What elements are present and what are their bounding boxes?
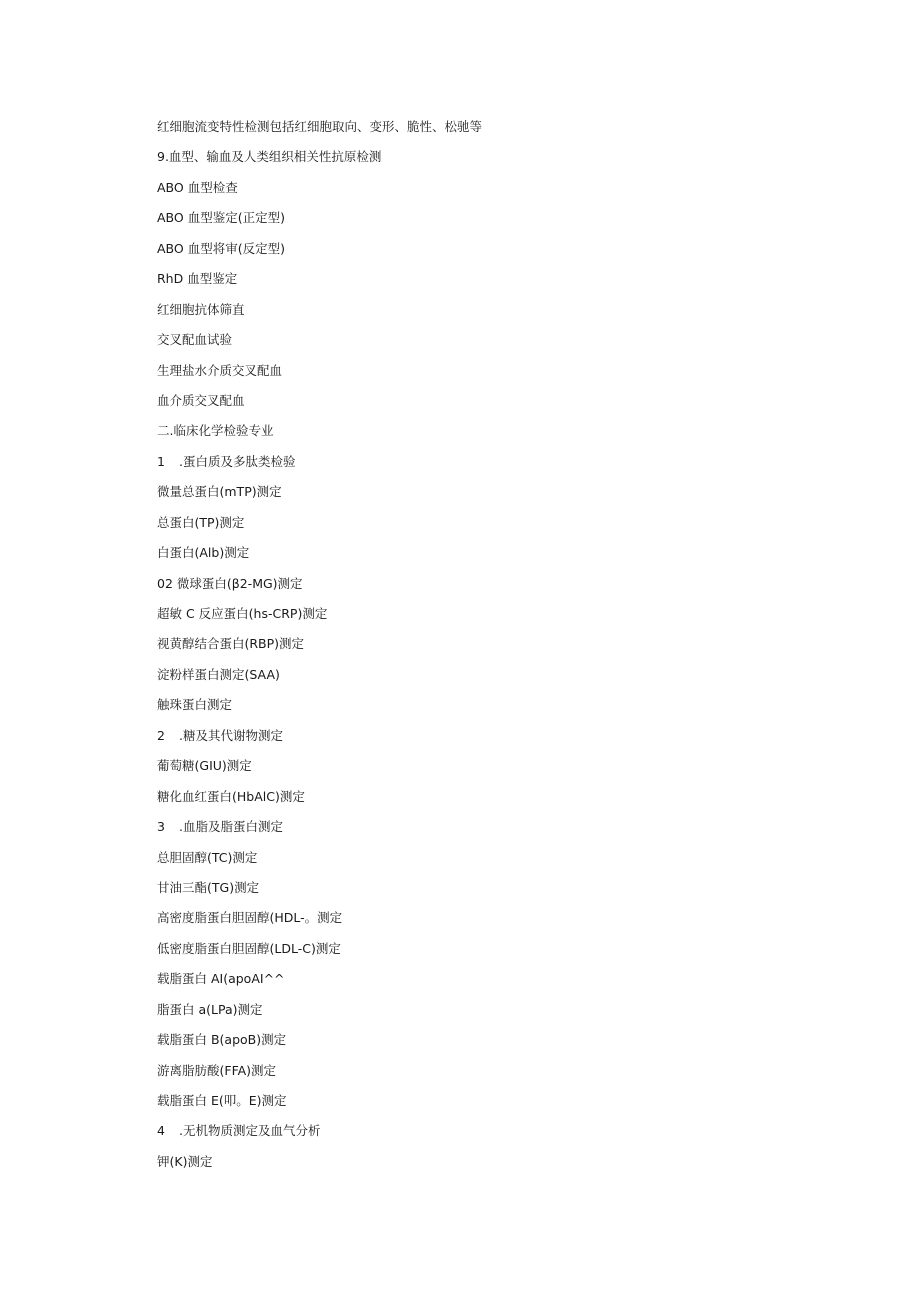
- text-line: ABO 血型检查: [157, 179, 238, 195]
- text-line: RhD 血型鉴定: [157, 271, 238, 287]
- text-line: [157, 452, 482, 482]
- text-line: 葡萄糖(GIU)测定: [157, 758, 252, 774]
- text-line: [157, 1121, 482, 1151]
- text-line: 红细胞抗体筛直: [157, 301, 245, 317]
- document-text-lines: [157, 117, 482, 1182]
- section-heading: .蛋白质及多肽类检验: [179, 453, 296, 469]
- text-line: 脂蛋白 a(LPa)测定: [157, 1001, 263, 1017]
- text-line: 02 微球蛋白(β2-MG)测定: [157, 575, 303, 591]
- text-line: 9.血型、输血及人类组织相关性抗原检测: [157, 149, 382, 165]
- text-line: 钾(K)测定: [157, 1153, 213, 1169]
- text-line: [157, 817, 482, 847]
- section-number: 1: [157, 453, 165, 469]
- text-line: 视黄醇结合蛋白(RBP)测定: [157, 636, 305, 652]
- text-line: 总蛋白(TP)测定: [157, 514, 245, 530]
- text-line: 微量总蛋白(mTP)测定: [157, 484, 282, 500]
- text-line: 载脂蛋白 E(叩。E)测定: [157, 1093, 287, 1108]
- text-line: 触珠蛋白测定: [157, 697, 233, 713]
- text-line: 甘油三酯(TG)测定: [157, 879, 260, 895]
- section-heading: .血脂及脂蛋白测定: [179, 819, 283, 835]
- text-line: ABO 血型将审(反定型): [157, 240, 285, 256]
- section-number: 4: [157, 1123, 165, 1139]
- text-line: 白蛋白(Alb)测定: [157, 545, 250, 561]
- text-line: 高密度脂蛋白胆固醇(HDL-。测定: [157, 910, 343, 926]
- text-line: 载脂蛋白 AI(apoAI^^: [157, 971, 285, 987]
- text-line: 超敏 C 反应蛋白(hs-CRP)测定: [157, 606, 328, 621]
- section-number: 3: [157, 819, 165, 835]
- text-line: 载脂蛋白 B(apoB)测定: [157, 1032, 287, 1048]
- text-line: ABO 血型鉴定(正定型): [157, 210, 285, 226]
- text-line: 二.临床化学检验专业: [157, 423, 274, 439]
- text-line: 淀粉样蛋白测定(SAA): [157, 666, 280, 682]
- text-line: 游离脂肪酸(FFA)测定: [157, 1062, 277, 1078]
- text-line: 血介质交叉配血: [157, 392, 245, 408]
- text-line: [157, 726, 482, 756]
- section-number: 2: [157, 727, 165, 743]
- text-line: 低密度脂蛋白胆固醇(LDL-C)测定: [157, 940, 341, 956]
- text-line: 糖化血红蛋白(HbAlC)测定: [157, 788, 305, 804]
- section-heading: .糖及其代谢物测定: [179, 727, 283, 743]
- text-line: 生理盐水介质交叉配血: [157, 362, 283, 378]
- text-line: 总胆固醇(TC)测定: [157, 849, 258, 865]
- text-line: 交叉配血试验: [157, 332, 233, 348]
- text-line: 红细胞流变特性检测包括红细胞取向、变形、脆性、松驰等: [157, 119, 483, 134]
- section-heading: .无机物质测定及血气分析: [179, 1123, 321, 1139]
